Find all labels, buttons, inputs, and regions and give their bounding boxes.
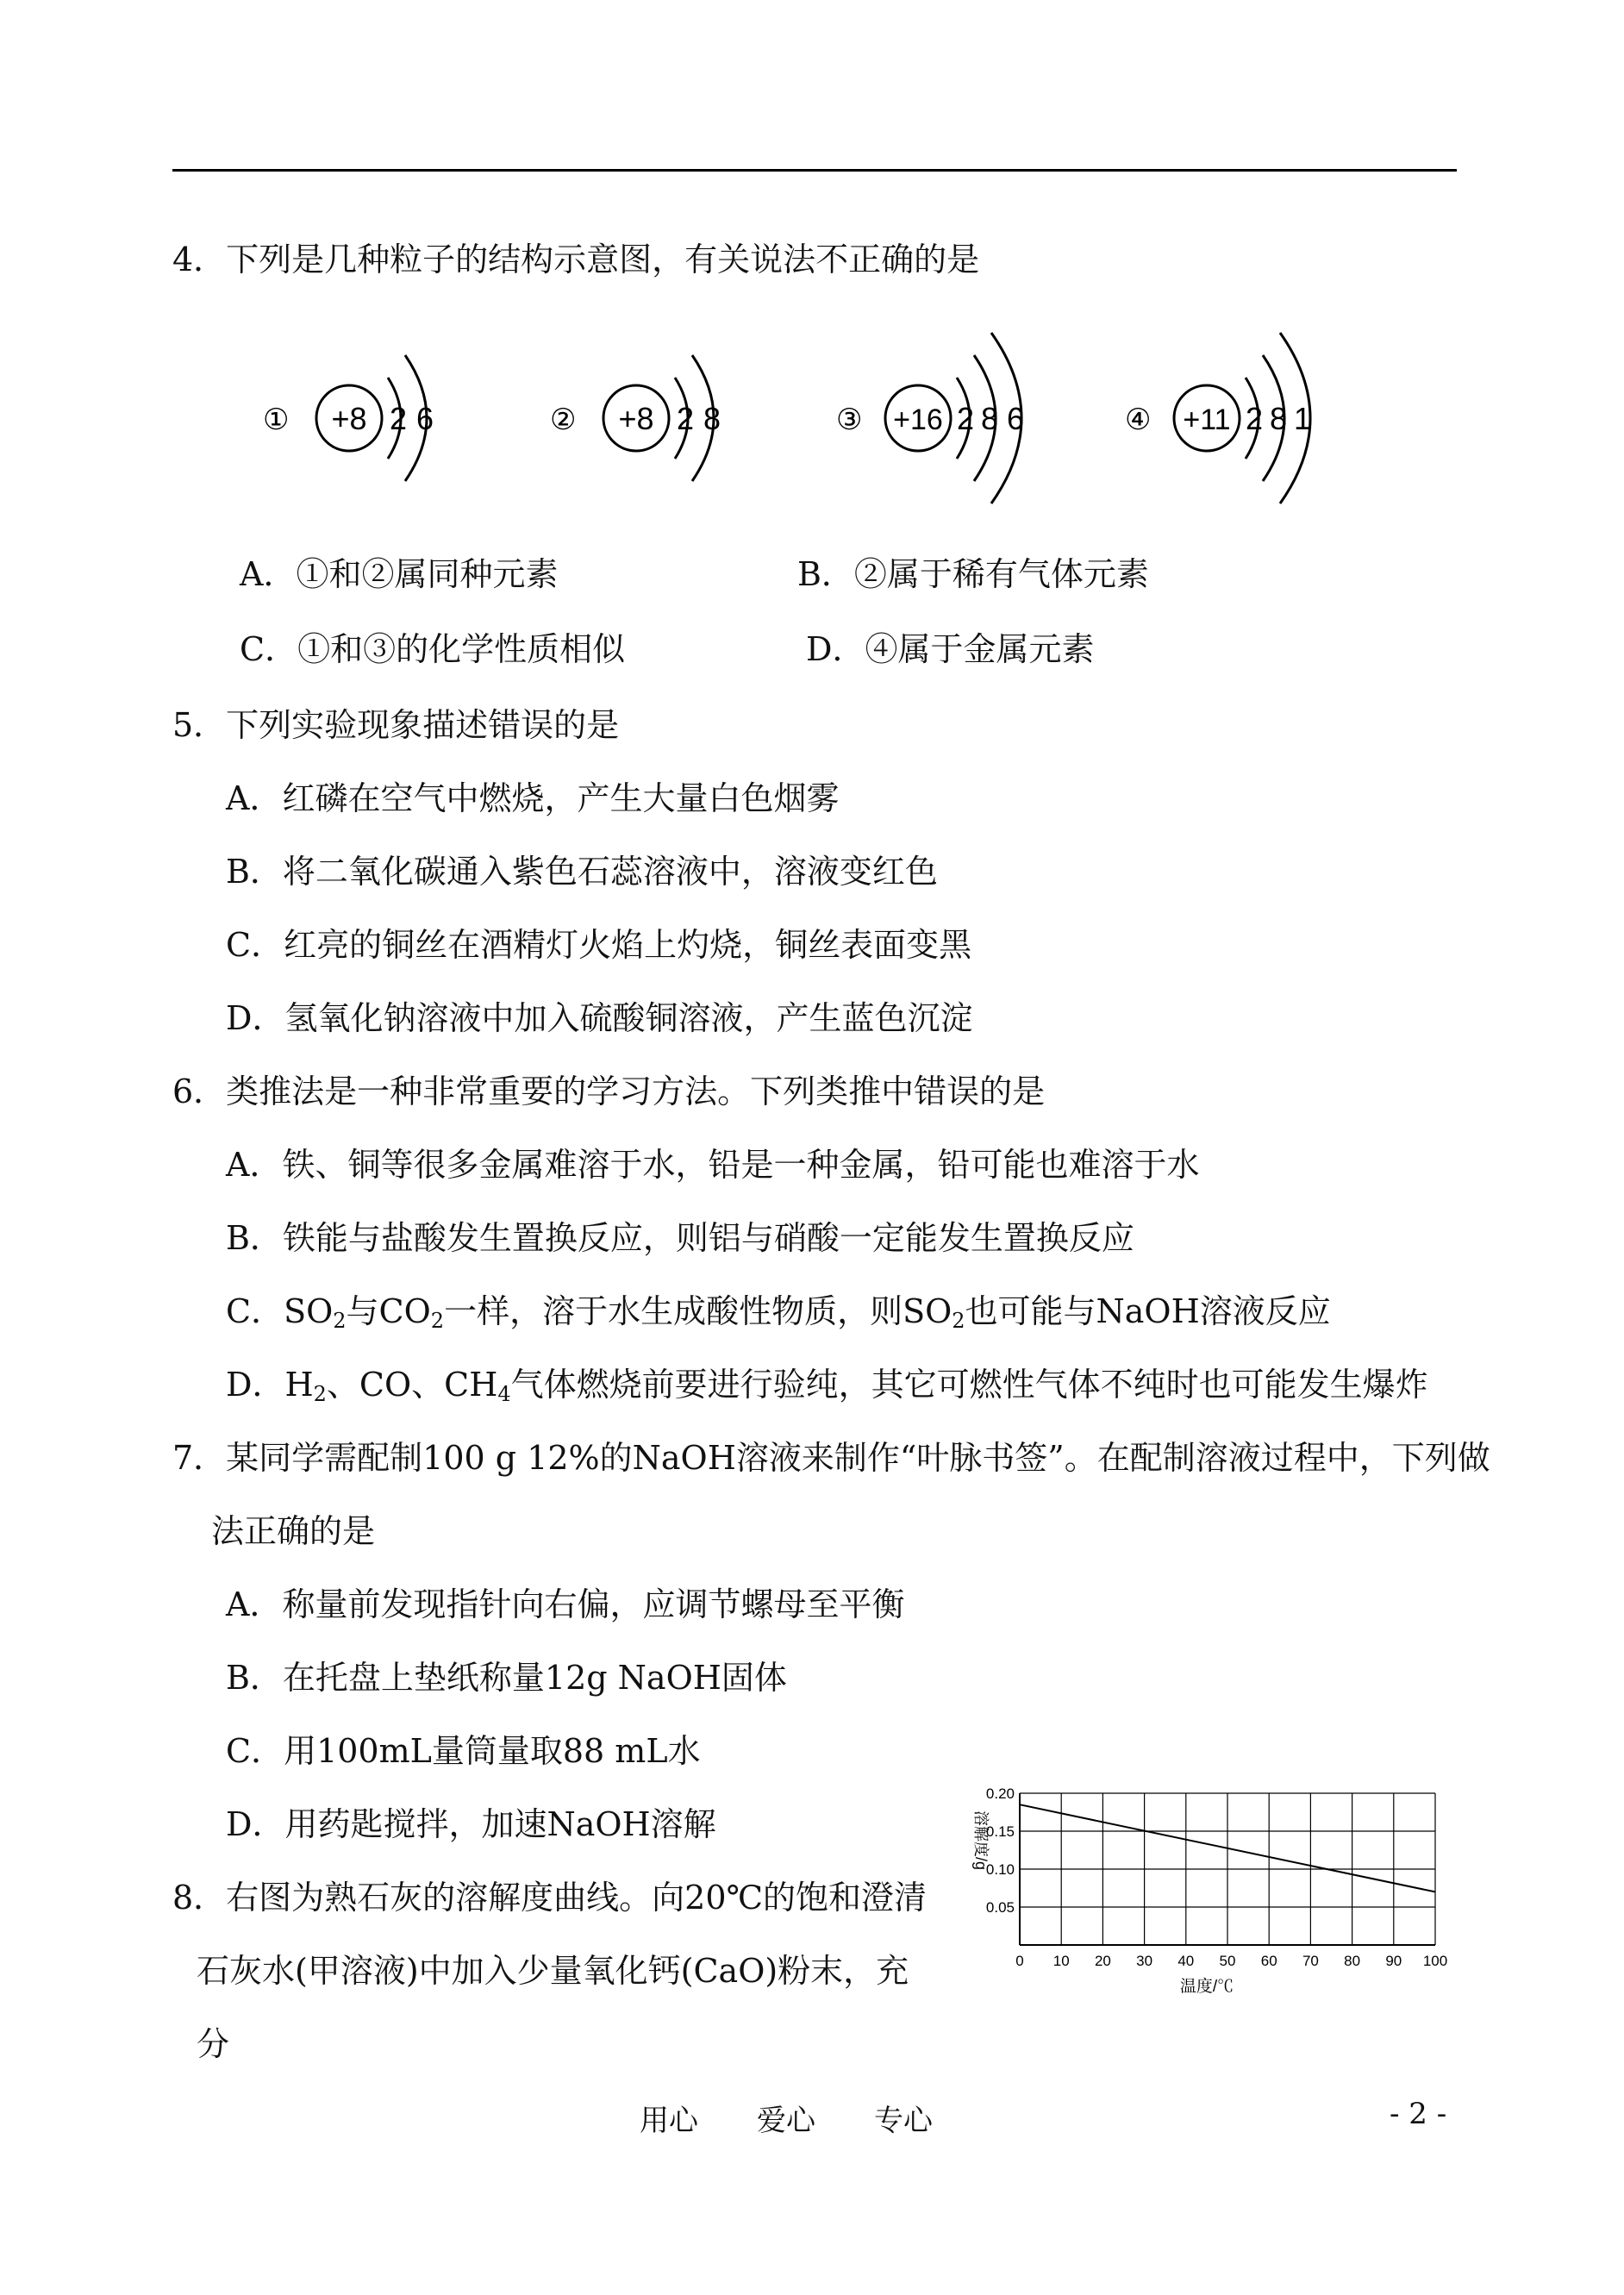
q7-option-a: A．称量前发现指针向右偏，应调节螺母至平衡	[226, 1585, 905, 1623]
q8-line-1: 8．右图为熟石灰的溶解度曲线。向20℃的饱和澄清	[172, 1879, 928, 1917]
q8-line-2: 石灰水(甲溶液)中加入少量氧化钙(CaO)粉末，充	[197, 1952, 909, 1990]
atom-3-shell-1: 2	[956, 401, 975, 436]
atom-4-shell-2: 8	[1269, 401, 1288, 436]
chart-y-tick-label: 0.10	[985, 1861, 1015, 1878]
q7-option-b: B．在托盘上垫纸称量12g NaOH固体	[226, 1659, 787, 1697]
atom-1-label: ①	[263, 403, 290, 436]
q4-option-c: C．①和③的化学性质相似	[240, 630, 626, 668]
atom-diagram-2	[550, 310, 809, 535]
q6-option-d	[226, 1365, 1428, 1404]
q6c-text-1: C．SO	[226, 1292, 334, 1330]
q5-option-d: D．氢氧化钠溶液中加入硫酸铜溶液，产生蓝色沉淀	[226, 999, 973, 1037]
q7-option-c: C．用100mL量筒量取88 mL水	[226, 1732, 701, 1770]
atom-2-shell-2: 8	[703, 401, 721, 436]
q6d-text-3: 气体燃烧前要进行验纯，其它可燃性气体不纯时也可能发生爆炸	[510, 1366, 1428, 1404]
header-rule	[172, 169, 1457, 172]
q4-option-a: A．①和②属同种元素	[240, 555, 559, 593]
q6-option-b: B．铁能与盐酸发生置换反应，则铝与硝酸一定能发生置换反应	[226, 1219, 1134, 1257]
q6-option-a: A．铁、铜等很多金属难溶于水，铅是一种金属，铅可能也难溶于水	[226, 1146, 1200, 1184]
chart-x-tick-label: 20	[1094, 1953, 1111, 1969]
chart-y-tick-label: 0.20	[985, 1785, 1015, 1802]
q6c-subscript-3: 2	[952, 1309, 965, 1333]
chart-y-tick-label: 0.15	[985, 1823, 1015, 1840]
chart-y-axis-label: 溶解度/g	[972, 1810, 990, 1871]
q5-option-a: A．红磷在空气中燃烧，产生大量白色烟雾	[226, 779, 840, 817]
atom-3-nucleus: +16	[893, 403, 943, 436]
q6c-text-4: 也可能与NaOH溶液反应	[965, 1292, 1331, 1330]
q7-stem-line-1: 7．某同学需配制100 g 12%的NaOH溶液来制作“叶脉书签”。在配制溶液过程中，下列做	[172, 1439, 1490, 1477]
chart-x-tick-label: 0	[1015, 1953, 1024, 1969]
atom-diagram-1	[263, 310, 522, 535]
q6c-subscript-2: 2	[430, 1309, 445, 1333]
q6-stem: 6．类推法是一种非常重要的学习方法。下列类推中错误的是	[172, 1072, 1046, 1110]
solubility-chart-svg	[948, 1776, 1465, 2000]
q6c-text-2: 与CO	[346, 1292, 431, 1330]
chart-x-tick-label: 40	[1177, 1953, 1195, 1969]
chart-x-tick-label: 70	[1302, 1953, 1319, 1969]
atom-4-label: ④	[1125, 403, 1152, 436]
chart-x-tick-label: 10	[1052, 1953, 1070, 1969]
chart-x-tick-label: 50	[1219, 1953, 1236, 1969]
atom-3-shell-3: 6	[1006, 401, 1025, 436]
atom-2-shell-1: 2	[676, 401, 695, 436]
chart-x-tick-label: 90	[1385, 1953, 1402, 1969]
q8-line-3: 分	[197, 2025, 230, 2063]
chart-x-axis-label: 温度/℃	[1179, 1978, 1234, 1996]
q6c-text-3: 一样，溶于水生成酸性物质，则SO	[444, 1292, 953, 1330]
q6d-text-2: 、CO、CH	[326, 1366, 498, 1404]
q6d-subscript-1: 2	[313, 1382, 327, 1406]
q6c-subscript-1: 2	[333, 1309, 347, 1333]
chart-y-tick-label: 0.05	[985, 1899, 1015, 1916]
atom-4-nucleus: +11	[1183, 403, 1231, 436]
atom-diagram-4	[1125, 310, 1384, 535]
q6d-text-1: D．H	[226, 1366, 314, 1404]
atom-2-nucleus: +8	[618, 401, 654, 436]
atom-4-shell-1: 2	[1245, 401, 1264, 436]
q7-option-d: D．用药匙搅拌，加速NaOH溶解	[226, 1805, 716, 1843]
q4-stem: 4．下列是几种粒子的结构示意图，有关说法不正确的是	[172, 241, 980, 278]
atom-diagram-3	[836, 310, 1095, 535]
chart-x-tick-label: 80	[1344, 1953, 1361, 1969]
q4-option-d: D．④属于金属元素	[806, 630, 1095, 668]
q4-option-b: B．②属于稀有气体元素	[797, 555, 1149, 593]
q5-option-b: B．将二氧化碳通入紫色石蕊溶液中，溶液变红色	[226, 853, 938, 891]
q6d-subscript-2: 4	[497, 1382, 511, 1406]
q6-option-c	[226, 1291, 1331, 1331]
chart-x-tick-label: 60	[1260, 1953, 1277, 1969]
atom-2-label: ②	[550, 403, 577, 436]
solubility-chart	[948, 1776, 1465, 2004]
q5-option-c: C．红亮的铜丝在酒精灯火焰上灼烧，铜丝表面变黑	[226, 926, 972, 964]
chart-x-tick-label: 30	[1136, 1953, 1153, 1969]
q5-stem: 5．下列实验现象描述错误的是	[172, 706, 620, 744]
footer-motto: 用心 爱心 专心	[640, 2104, 933, 2138]
atom-1-shell-1: 2	[389, 401, 408, 436]
atom-1-nucleus: +8	[331, 401, 367, 436]
atom-3-shell-2: 8	[980, 401, 999, 436]
page-number: - 2 -	[1390, 2097, 1447, 2131]
atom-1-shell-2: 6	[415, 401, 434, 436]
q7-stem-line-2: 法正确的是	[211, 1512, 376, 1550]
atom-structure-diagrams	[0, 310, 1624, 535]
atom-4-shell-3: 1	[1293, 401, 1312, 436]
atom-3-label: ③	[836, 403, 863, 436]
chart-x-tick-label: 100	[1422, 1953, 1448, 1969]
